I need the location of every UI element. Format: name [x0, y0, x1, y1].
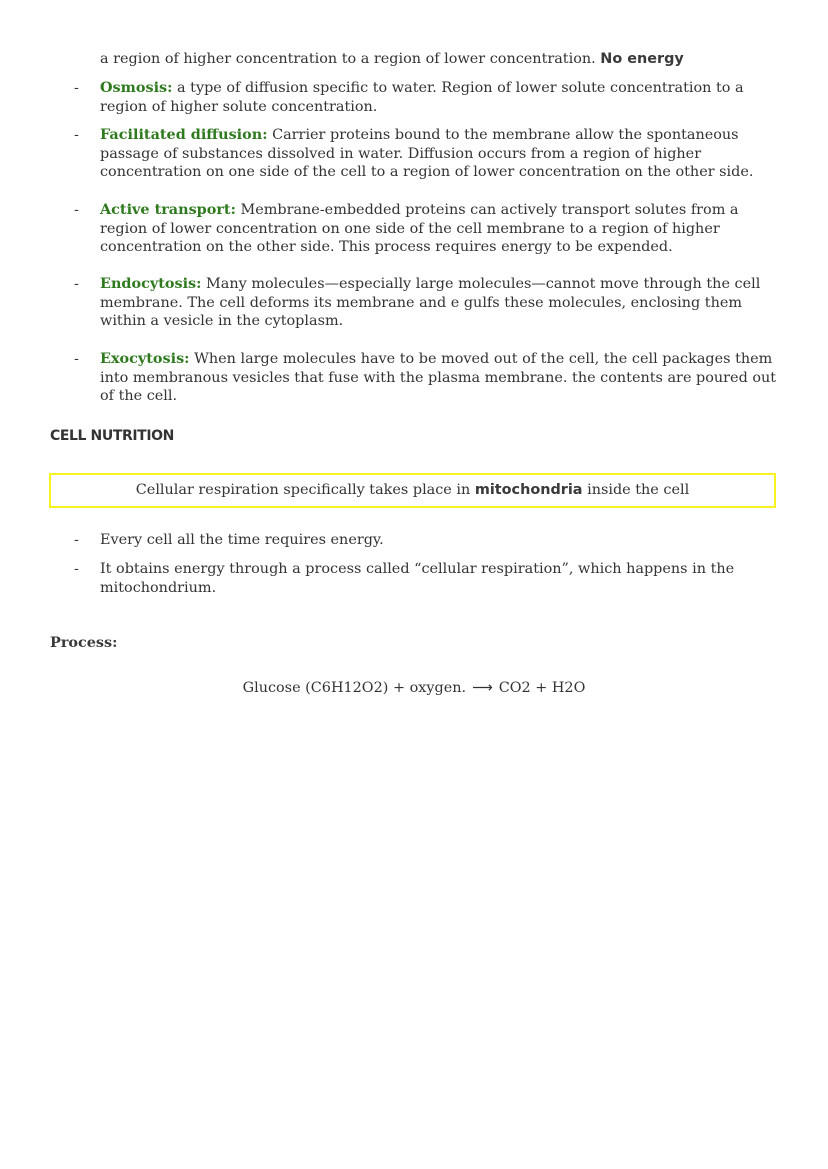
- list-item-body: It obtains energy through a process called “cellular respiration”, which happens in the mitochondrium.: [100, 561, 735, 596]
- term-facilitated-diffusion: Facilitated diffusion:: [100, 126, 268, 143]
- term-exocytosis: Exocytosis:: [100, 350, 190, 367]
- callout-prefix: Cellular respiration specifically takes place in: [135, 482, 475, 498]
- definition-osmosis: a type of diffusion specific to water. Region of lower solute concentration to a region of higher solute concentration.: [100, 80, 744, 115]
- term-active-transport: Active transport:: [100, 201, 236, 218]
- list-dash: -: [74, 351, 79, 367]
- list-item-body: [100, 350, 780, 406]
- list-dash: -: [74, 202, 79, 218]
- right-arrow-icon: ⟶: [472, 680, 493, 696]
- list-dash: -: [74, 532, 79, 548]
- list-item-body: [100, 126, 780, 182]
- continuation-line: [100, 50, 790, 69]
- term-osmosis: Osmosis:: [100, 79, 173, 96]
- callout-suffix: inside the cell: [582, 482, 690, 498]
- term-endocytosis: Endocytosis:: [100, 275, 202, 292]
- list-dash: -: [74, 561, 79, 577]
- process-label: Process:: [50, 634, 118, 651]
- continuation-text: a region of higher concentration to a region of lower concentration.: [100, 51, 601, 67]
- highlight-callout: [49, 473, 776, 508]
- list-item-body: [100, 201, 780, 257]
- respiration-equation: [0, 678, 828, 698]
- equation-reactants: Glucose (C6H12O2) + oxygen.: [242, 680, 467, 696]
- definition-exocytosis: When large molecules have to be moved out of the cell, the cell packages them into membranous vesicles that fuse with the plasma membrane. the contents are poured out of the cell.: [100, 351, 777, 405]
- definition-facilitated-diffusion: Carrier proteins bound to the membrane allow the spontaneous passage of substances dissolved in water. Diffusion occurs from a region of higher concentration on one side of the cell to a region of lower concentration on the other side.: [100, 127, 754, 181]
- definition-endocytosis: Many molecules—especially large molecules—cannot move through the cell membrane. The cell deforms its membrane and e gulfs these molecules, enclosing them within a vesicle in the cytoplasm.: [100, 276, 761, 330]
- list-item-body: [100, 275, 780, 331]
- list-dash: -: [74, 276, 79, 292]
- list-dash: -: [74, 127, 79, 143]
- list-dash: -: [74, 80, 79, 96]
- equation-products: CO2 + H2O: [498, 680, 586, 696]
- definition-active-transport: Membrane-embedded proteins can actively transport solutes from a region of lower concentration on one side of the cell membrane to a region of higher concentration on the other side. This process requires energy to be expended.: [100, 202, 739, 256]
- callout-bold-mitochondria: mitochondria: [474, 482, 583, 498]
- list-item-body: Every cell all the time requires energy.: [100, 532, 384, 548]
- list-item-body: [100, 79, 780, 116]
- section-heading-cell-nutrition: CELL NUTRITION: [50, 428, 174, 444]
- no-energy-emphasis: No energy: [600, 51, 684, 67]
